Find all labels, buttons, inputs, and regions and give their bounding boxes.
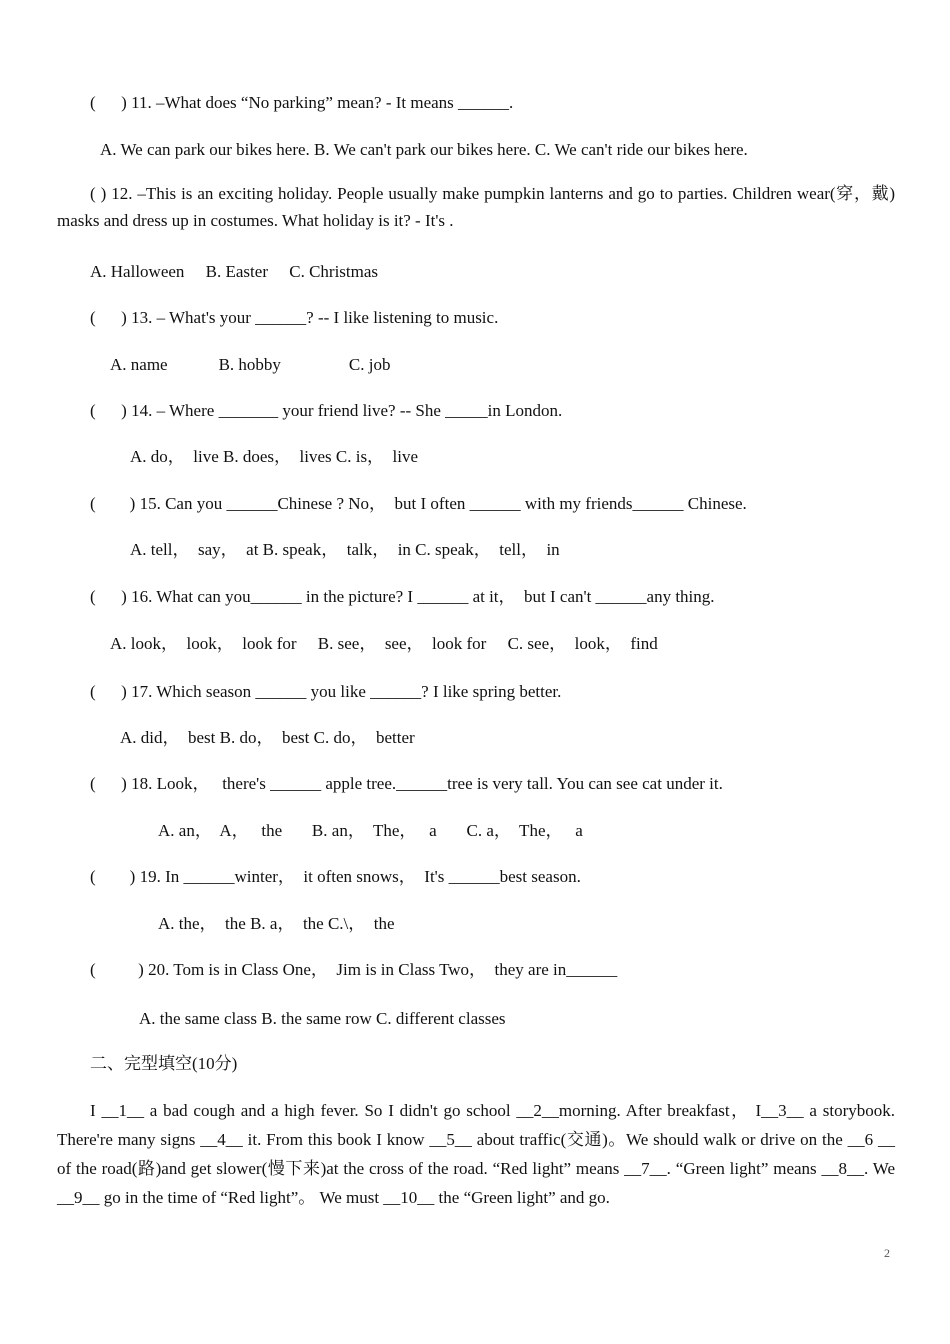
- question-14-stem: ( ) 14. – Where _______ your friend live? -- She _____in London.: [90, 401, 563, 420]
- question-11-options: A. We can park our bikes here. B. We can't park our bikes here. C. We can't ride our bikes here.: [100, 140, 748, 159]
- question-12-stem: ( ) 12. –This is an exciting holiday. People usually make pumpkin lanterns and go to parties. Children wear(穿，戴) masks and dress up in costumes. What holiday is it? - It's .: [57, 184, 895, 230]
- section-2-heading: 二、完型填空(10分): [90, 1054, 238, 1073]
- question-16-stem: ( ) 16. What can you______ in the picture? I ______ at it， but I can't ______any thing.: [90, 587, 715, 606]
- question-16-options: A. look， look， look for B. see， see， look for C. see， look， find: [110, 634, 658, 653]
- question-17-options: A. did， best B. do， best C. do， better: [120, 728, 415, 747]
- question-19-stem: ( ) 19. In ______winter， it often snows， It's ______best season.: [90, 867, 581, 886]
- question-11-stem: ( ) 11. –What does “No parking” mean? - It means ______.: [90, 93, 514, 112]
- question-18-options: A. an， A， the B. an， The， a C. a， The， a: [158, 821, 583, 840]
- question-18-stem: ( ) 18. Look， there's ______ apple tree.______tree is very tall. You can see cat under it.: [90, 774, 723, 793]
- question-13-stem: ( ) 13. – What's your ______? -- I like listening to music.: [90, 308, 499, 327]
- question-12-options: A. Halloween B. Easter C. Christmas: [90, 262, 379, 281]
- question-20-stem: ( ) 20. Tom is in Class One， Jim is in Class Two， they are in______: [90, 960, 618, 979]
- question-13-options: A. name B. hobby C. job: [110, 355, 391, 374]
- cloze-passage: I __1__ a bad cough and a high fever. So I didn't go school __2__morning. After breakfast， I__3__ a storybook. There're many signs __4__ it. From this book I know __5__ about traffic(交通)。We should walk or drive on the __6 __ of the road(路)and get slower(慢下来)at the cross of the road. “Red light” means __7__. “Green light” means __8__. We __9__ go in the time of “Red light”。 We must __10__ the “Green light” and go.: [57, 1101, 895, 1207]
- question-14-options: A. do， live B. does， lives C. is， live: [130, 447, 419, 466]
- question-15-stem: ( ) 15. Can you ______Chinese ? No， but I often ______ with my friends______ Chinese.: [90, 494, 747, 513]
- question-15-options: A. tell， say， at B. speak， talk， in C. speak， tell， in: [130, 540, 560, 559]
- page-number: 2: [884, 1246, 890, 1260]
- question-19-options: A. the， the B. a， the C.\， the: [158, 914, 395, 933]
- question-20-options: A. the same class B. the same row C. different classes: [139, 1009, 506, 1028]
- question-17-stem: ( ) 17. Which season ______ you like ______? I like spring better.: [90, 682, 562, 701]
